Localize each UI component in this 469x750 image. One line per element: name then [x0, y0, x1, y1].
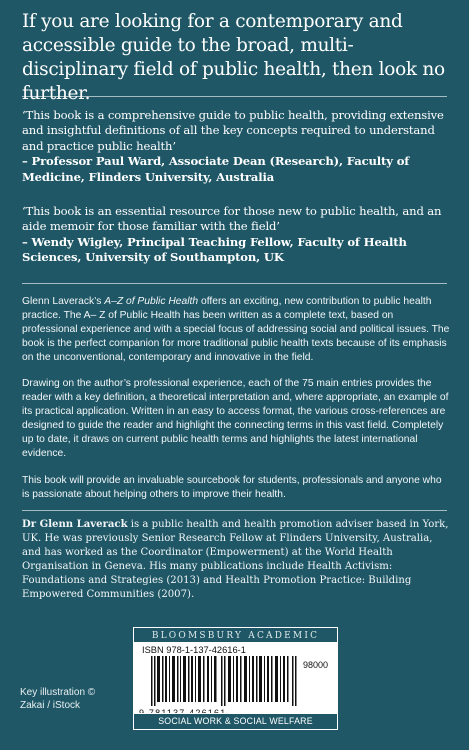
blurb-paragraph: Drawing on the author’s professional experience, each of the 75 main entries provides the reader with a key definition, a theoretical interpretation and, where appropriate, an example of its practical application. Written in an easy to access format, the various cross-references are designed to guide the reader and highlight the connecting terms in this vast field. Completely up to date, it draws on current public health terms and highlights the latest international evidence. [22, 378, 449, 459]
category-label: SOCIAL WORK & SOCIAL WELFARE [133, 713, 338, 730]
blurb-text: Glenn Laverack’s [22, 296, 105, 307]
illustration-credit: Key illustration © Zakai / iStock [20, 687, 96, 711]
divider [22, 510, 447, 511]
quote-text: ‘This book is an essential resource for those new to public health, and an aide memoir for those familiar with the field’ [22, 204, 442, 234]
divider [22, 283, 447, 284]
review-quote [22, 108, 452, 185]
book-title: A–Z of Public Health [104, 296, 199, 307]
price-code: 98000 [302, 660, 328, 670]
quote-attribution: – Professor Paul Ward, Associate Dean (Research), Faculty of Medicine, Flinders University, Australia [22, 154, 410, 184]
author-bio [22, 518, 452, 603]
author-bio-text: is a public health and health promotion adviser based in York, UK. He was previously Senior Research Fellow at Flinders University, Australia, and has worked as the Coordinator (Empowerment) at the World Health Organisation in Geneva. His many publications include Health Activism: Foundations and Strategies (2013) and Health Promotion Practice: Building Empowered Communities (2007). [22, 519, 449, 601]
barcode-image [151, 656, 299, 706]
publisher-name: BLOOMSBURY ACADEMIC [133, 627, 338, 643]
quote-attribution: – Wendy Wigley, Principal Teaching Fellow, Faculty of Health Sciences, University of Southampton, UK [22, 234, 407, 265]
author-name: Dr Glenn Laverack [22, 519, 128, 530]
blurb-text: offers an exciting, new contribution to public health practice. The A– Z of Public Health has been written as a complete text, based on professional experience and with a special focus of addressing social and political issues. The book is the perfect companion for more traditional public health texts because of its emphasis on the unconventional, contemporary and innovative in the field. [22, 296, 450, 363]
lead-statement: If you are looking for a contemporary and accessible guide to the broad, multi-disciplinary field of public health, then look no further. [22, 11, 445, 104]
divider [22, 96, 447, 97]
isbn: ISBN 978-1-137-42616-1 [142, 645, 246, 655]
quote-text: ‘This book is a comprehensive guide to public health, providing extensive and insightful definitions of all the key concepts required to understand and practice public health’ [22, 108, 444, 153]
review-quote [22, 204, 452, 266]
blurb-paragraph: This book will provide an invaluable sourcebook for students, professionals and anyone who is passionate about helping others to improve their health. [22, 475, 442, 500]
blurb-paragraph [22, 295, 450, 365]
